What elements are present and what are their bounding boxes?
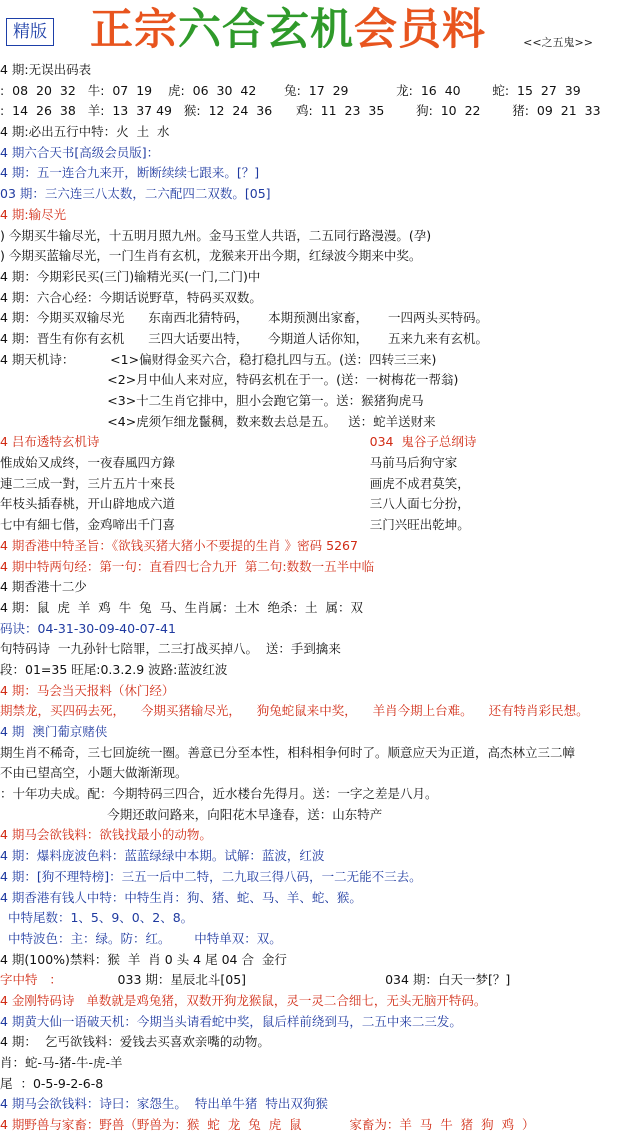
text-line — [0, 846, 621, 867]
text-line — [0, 1094, 621, 1115]
title-char: 员 — [398, 5, 442, 55]
text-line — [0, 122, 621, 143]
text-line — [0, 660, 621, 681]
text-line — [0, 184, 621, 205]
text-segment: 連二三成一對，三片五片十來長 画虎不成君莫笑， — [0, 475, 470, 491]
text-segment: <3>十二生肖它排中，胆小会跑它第一。送：猴猪狗虎马 — [0, 393, 424, 408]
text-segment: 4 金刚特码诗 单数就是鸡兔猪，双数开狗龙猴鼠，灵一灵二合细七，无头无脑开特码。 — [0, 992, 487, 1008]
text-line — [0, 888, 621, 909]
text-segment: 尾 ：0-5-9-2-6-8 — [0, 1075, 104, 1091]
text-line — [0, 453, 621, 474]
text-segment: 中特尾数：1、5、9、0、2、8。 — [0, 910, 194, 926]
author-tag: <<之五鬼>> — [523, 36, 593, 49]
text-line — [0, 681, 621, 702]
text-segment: 4 期马会欲钱料：欲钱找最小的动物。 — [0, 827, 212, 843]
text-segment: 4 吕布透特玄机诗 034 鬼谷子总纲诗 — [0, 434, 477, 450]
text-line — [0, 598, 621, 619]
text-line — [0, 722, 621, 743]
text-segment: : 08 20 32 牛: 07 19 虎: 06 30 42 兔: 17 29 龙: 16 40 蛇: 15 27 39 — [0, 82, 581, 98]
text-segment: 4 期野兽与家畜：野兽（野兽为：猴 蛇 龙 兔 虎 鼠 家畜为：羊 马 牛 猪 狗 鸡 ） — [0, 1117, 535, 1133]
text-segment: ：十年功夫成。配：今期特码三四合，近水楼台先得月。送：一字之差是八月。 — [0, 786, 438, 802]
text-line — [0, 1053, 621, 1074]
title-char: 合 — [222, 5, 266, 55]
title-char: 机 — [310, 5, 354, 55]
text-segment: 惟成始又成终，一夜春風四方錄 马前马后狗守家 — [0, 455, 458, 471]
text-segment: 4 期香港中特圣旨：《欲钱买猪大猪小不要提的生肖 》密码 5267 — [0, 537, 358, 553]
text-line — [0, 784, 621, 805]
text-segment: 期禁龙，买四码去死， 今期买猪输尽光， 狗兔蛇鼠来中奖， 羊肖今期上台难。 还有特肖彩民想。 — [0, 703, 589, 719]
text-segment: 4 期香港有钱人中特：中特生肖：狗、猪、蛇、马、羊、蛇、猴。 — [0, 889, 362, 905]
text-line — [0, 350, 621, 371]
text-line — [0, 1074, 621, 1095]
edition-badge: 精版 — [6, 18, 54, 46]
text-segment: 4 期香港十二少 — [0, 579, 87, 595]
text-segment: ) 今期买蓝输尽光，一门生肖有玄机，龙猴来开出今期，红绿波今期来中奖。 — [0, 248, 422, 264]
text-line — [0, 701, 621, 722]
text-line — [0, 763, 621, 784]
text-line — [0, 246, 621, 267]
text-line — [0, 515, 621, 536]
text-line — [0, 412, 621, 433]
text-line — [0, 329, 621, 350]
text-line — [0, 867, 621, 888]
text-segment: 4 期:无误出码表 — [0, 62, 92, 77]
text-line — [0, 163, 621, 184]
text-segment: 4 期：今期买双输尽光 东南西北猜特码， 本期预测出家畜， 一四两头买特码。 — [0, 310, 489, 326]
text-segment: 4 期马会欲钱料：诗曰：家怨生。 特出单牛猪 特出双狗猴 — [0, 1096, 328, 1112]
text-line — [0, 370, 621, 391]
text-line — [0, 908, 621, 929]
text-segment: 4 期：今期彩民买(三门)输精光买(一门,二门)中 — [0, 268, 261, 284]
text-segment: 七中有細七偕，金鸡啼出千门喜 三门兴旺出乾坤。 — [0, 517, 470, 533]
document-body — [0, 60, 621, 1136]
text-segment: 4 期：鼠 虎 羊 鸡 牛 兔 马、生肖属：土木 绝杀：土 属：双 — [0, 599, 364, 615]
text-line — [0, 991, 621, 1012]
text-line — [0, 267, 621, 288]
text-line — [0, 143, 621, 164]
text-segment: 4 期：晋生有你有玄机 三四大话要出特， 今期道人话你知， 五来九来有玄机。 — [0, 330, 489, 346]
text-segment: 4 期：[狗不理特榜]：三五一后中二特，二九取三得八码，一二无能不三去。 — [0, 868, 422, 884]
text-segment: 03 期：三六连三八太数，二六配四二双数。[05] — [0, 186, 271, 202]
text-segment: 4 期中特两句经：第一句：直看四七合九开 第二句:数数一五半中临 — [0, 558, 375, 574]
text-segment: 4 期六合天书[高级会员版]： — [0, 144, 160, 160]
text-segment: 不由已望高空，小题大做渐渐现。 — [0, 765, 188, 781]
title-char: 玄 — [266, 5, 310, 55]
text-line — [0, 619, 621, 640]
text-segment: 字中特 ： — [0, 972, 62, 988]
text-segment: 期生肖不稀奇，三七回旋统一圈。善意已分至本性，相科相争何时了。顺意应天为正道，高杰林立三二幛 — [0, 744, 576, 760]
text-segment: 今期还敢问路来，向阳花木早逢春，送：山东特产 — [0, 806, 383, 822]
text-line — [0, 577, 621, 598]
text-segment: 中特波色：主：绿。防：红。 中特单双：双。 — [0, 930, 282, 946]
text-line — [0, 494, 621, 515]
text-line — [0, 101, 621, 122]
text-line — [0, 1115, 621, 1136]
text-line — [0, 970, 621, 991]
title-char: 料 — [442, 5, 486, 55]
text-line — [0, 308, 621, 329]
text-segment: <4>虎须乍细龙鬣稠，数来数去总是五。 送：蛇羊送财来 — [0, 413, 436, 429]
page-header — [0, 0, 621, 60]
text-segment: 句特码诗 一九孙针七陪罪，二三打战买掉八。 送：手到擒来 — [0, 641, 341, 657]
text-segment: : 14 26 38 羊: 13 37 49 猴: 12 24 36 鸡: 11 23 35 狗: 10 22 猪: 09 21 33 — [0, 103, 601, 119]
text-segment: 4 期：马会当天报料（休门经） — [0, 682, 175, 698]
text-line — [0, 205, 621, 226]
text-segment: 4 期：五一连合九来开，断断续续七跟来。[？] — [0, 165, 260, 181]
text-line — [0, 1032, 621, 1053]
text-line — [0, 557, 621, 578]
text-segment: 码诀：04-31-30-09-40-07-41 — [0, 620, 176, 636]
title-char: 宗 — [134, 5, 178, 55]
text-line — [0, 391, 621, 412]
text-line — [0, 474, 621, 495]
text-segment: 段：01=35 旺尾:0.3.2.9 波路:蓝波红波 — [0, 661, 228, 677]
text-line — [0, 825, 621, 846]
title-char: 会 — [354, 5, 398, 55]
text-segment: 4 期黄大仙一语破天机：今期当头请看蛇中奖，鼠后样前绕到马，二五中来二三发。 — [0, 1013, 462, 1029]
text-segment: 4 期： 乞丐欲钱料：爱钱去买喜欢亲嘴的动物。 — [0, 1034, 270, 1050]
title-char: 正 — [90, 5, 134, 55]
text-line — [0, 536, 621, 557]
text-line — [0, 81, 621, 102]
text-segment: 4 期:输尽光 — [0, 206, 67, 222]
text-segment: 4 期：六合心经：今期话说野草，特码买双数。 — [0, 289, 262, 305]
text-line — [0, 743, 621, 764]
text-line — [0, 639, 621, 660]
title-char: 六 — [178, 5, 222, 55]
text-line — [0, 929, 621, 950]
text-line — [0, 288, 621, 309]
text-segment: 4 期：爆料庞波色料：蓝蓝绿绿中本期。试解：蓝波，红波 — [0, 848, 325, 864]
text-segment: 肖：蛇-马-猪-牛-虎-羊 — [0, 1055, 123, 1070]
text-segment: 4 期(100%)禁料：猴 羊 肖 0 头 4 尾 04 合 金行 — [0, 951, 287, 967]
text-segment: 4 期天机诗： <1>偏财得金买六合，稳打稳扎四与五。(送：四转三三来) — [0, 351, 437, 367]
text-line — [0, 432, 621, 453]
text-line — [0, 950, 621, 971]
page-title — [90, 2, 486, 58]
text-segment: <2>月中仙人来对应，特码玄机在于一。(送：一树梅花一帮翁) — [0, 372, 459, 388]
text-segment: 年枝头插春桃，开山辟地成六道 三八人面七分扮， — [0, 496, 470, 512]
text-line — [0, 60, 621, 81]
text-line — [0, 1012, 621, 1033]
text-segment: 4 期:必出五行中特：火 土 水 — [0, 124, 170, 140]
text-line — [0, 226, 621, 247]
text-segment: 4 期 澳门葡京赌侠 — [0, 724, 108, 739]
text-segment: 033 期：星辰北斗[05] 034 期：白天一梦[？] — [61, 972, 511, 988]
text-line — [0, 805, 621, 826]
text-segment: ) 今期买牛输尽光，十五明月照九州。金马玉堂人共语，二五同行路漫漫。(孕) — [0, 227, 432, 243]
